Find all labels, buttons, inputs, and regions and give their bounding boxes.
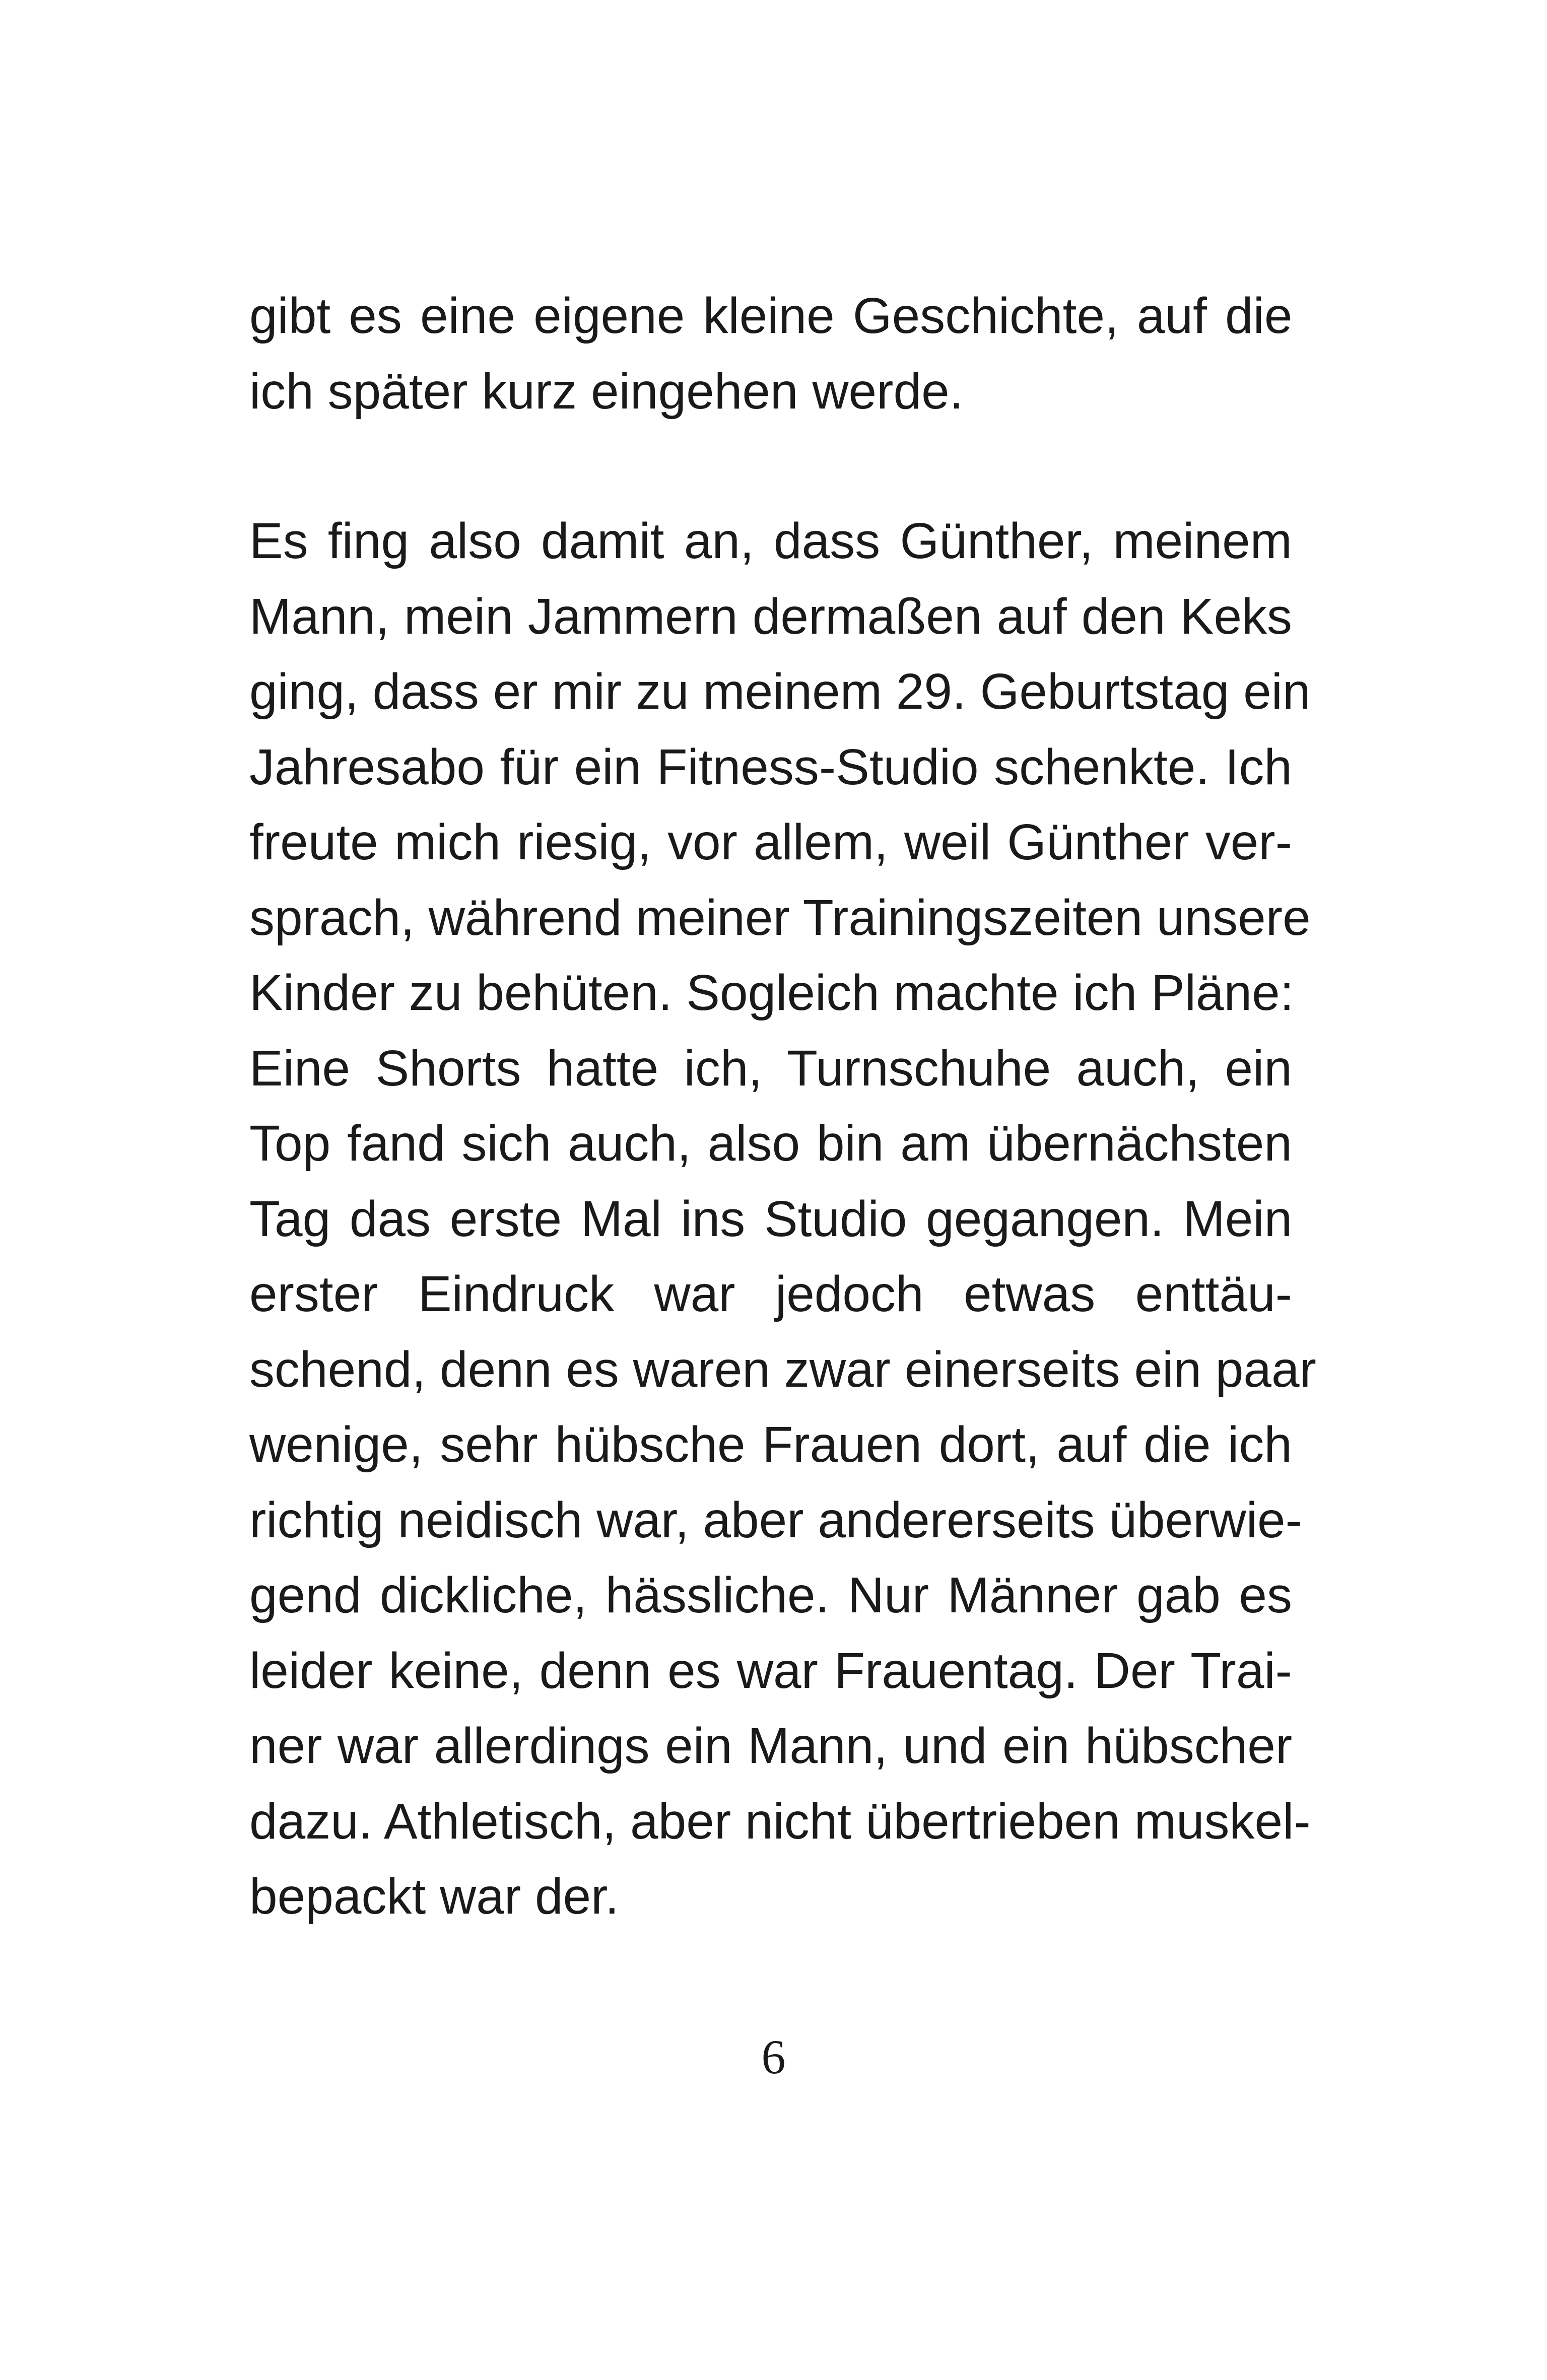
paragraph-1: [249, 279, 1292, 429]
text-line: Mann, mein Jammern dermaßen auf den Keks: [249, 588, 1293, 645]
text-line: Top fand sich auch, also bin am übernächsten: [249, 1115, 1292, 1172]
text-line: richtig neidisch war, aber andererseits überwie-: [249, 1491, 1302, 1548]
text-line: Kinder zu behüten. Sogleich machte ich Pläne:: [249, 965, 1294, 1021]
text-line: freute mich riesig, vor allem, weil Günther ver-: [249, 814, 1292, 870]
text-line: Es fing also damit an, dass Günther, meinem: [249, 513, 1292, 569]
paragraph-2: [249, 504, 1316, 1935]
text-line: erster Eindruck war jedoch etwas enttäu-: [249, 1266, 1292, 1322]
text-line: gibt es eine eigene kleine Geschichte, auf die: [249, 288, 1293, 344]
text-line: wenige, sehr hübsche Frauen dort, auf die ich: [249, 1416, 1293, 1473]
text-line: Jahresabo für ein Fitness-Studio schenkte. Ich: [249, 738, 1292, 795]
text-line: Eine Shorts hatte ich, Turnschuhe auch, ein: [249, 1040, 1292, 1097]
text-line: sprach, während meiner Trainingszeiten unsere: [249, 889, 1311, 946]
text-line: ging, dass er mir zu meinem 29. Geburtstag ein: [249, 663, 1311, 720]
text-line: gend dickliche, hässliche. Nur Männer gab es: [249, 1567, 1292, 1623]
text-line: schend, denn es waren zwar einerseits ein paar: [249, 1341, 1316, 1398]
text-line: bepackt war der.: [249, 1868, 619, 1925]
text-line: ner war allerdings ein Mann, und ein hübscher: [249, 1718, 1293, 1774]
text-line: dazu. Athletisch, aber nicht übertrieben muskel-: [249, 1793, 1311, 1850]
text-line: ich später kurz eingehen werde.: [249, 363, 964, 420]
text-line: leider keine, denn es war Frauentag. Der Trai-: [249, 1642, 1292, 1699]
text-line: Tag das erste Mal ins Studio gegangen. Mein: [249, 1190, 1293, 1247]
page-number: 6: [761, 2030, 786, 2084]
